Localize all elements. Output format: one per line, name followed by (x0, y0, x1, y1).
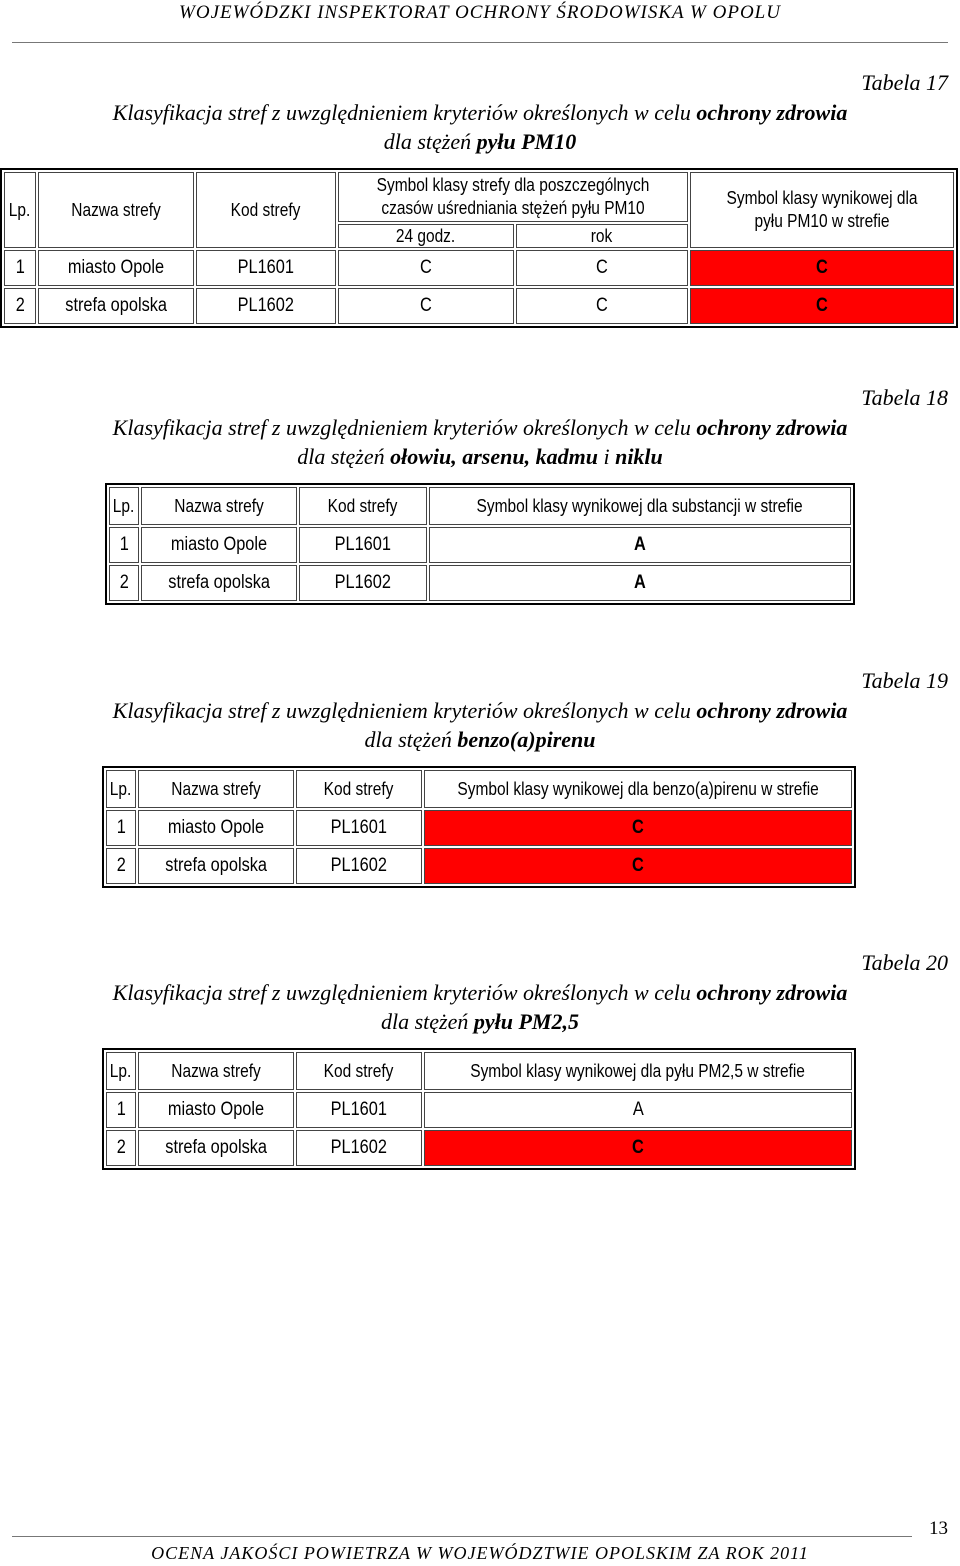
table-row (106, 810, 852, 846)
cell-zone-code: PL1602 (296, 1130, 422, 1166)
header-year: rok (516, 224, 688, 248)
cell-result-symbol: A (424, 1092, 852, 1128)
cell-lp: 2 (4, 288, 36, 324)
cell-lp: 2 (106, 848, 136, 884)
header-result-symbol: Symbol klasy wynikowej dla pyłu PM2,5 w strefie (424, 1052, 852, 1090)
cell-lp: 2 (109, 565, 139, 601)
table-18-label: Tabela 18 (861, 385, 948, 410)
table-row (109, 527, 851, 563)
header-lp: Lp. (4, 172, 36, 248)
table-20-caption: Klasyfikacja stref z uwzględnieniem kryteriów określonych w celu ochrony zdrowia dla stężeń pyłu PM2,5 (112, 980, 848, 1034)
header-lp: Lp. (106, 770, 136, 808)
header-zone-name: Nazwa strefy (141, 487, 297, 525)
header-result-symbol: Symbol klasy wynikowej dla pyłu PM10 w strefie (690, 172, 954, 248)
cell-result-symbol: C (424, 1130, 852, 1166)
cell-year: C (516, 288, 688, 324)
cell-lp: 1 (106, 810, 136, 846)
header-result-symbol: Symbol klasy wynikowej dla benzo(a)pirenu w strefie (424, 770, 852, 808)
table-18 (105, 483, 855, 605)
cell-zone-name: strefa opolska (138, 848, 294, 884)
table-row (106, 1092, 852, 1128)
cell-zone-code: PL1602 (299, 565, 427, 601)
cell-result-symbol: C (424, 848, 852, 884)
header-lp: Lp. (109, 487, 139, 525)
cell-lp: 1 (4, 250, 36, 286)
cell-zone-code: PL1601 (296, 1092, 422, 1128)
header-zone-code: Kod strefy (196, 172, 336, 248)
table-row (4, 250, 954, 286)
table-19-caption: Klasyfikacja stref z uwzględnieniem kryteriów określonych w celu ochrony zdrowia dla stężeń benzo(a)pirenu (112, 698, 848, 752)
table-18-caption: Klasyfikacja stref z uwzględnieniem kryteriów określonych w celu ochrony zdrowia dla stężeń ołowiu, arsenu, kadmu i niklu (112, 415, 848, 469)
cell-zone-code: PL1602 (296, 848, 422, 884)
cell-zone-name: strefa opolska (38, 288, 194, 324)
table-19 (102, 766, 856, 888)
table-row (106, 848, 852, 884)
header-zone-code: Kod strefy (296, 770, 422, 808)
table-19-label: Tabela 19 (861, 668, 948, 693)
header-zone-name: Nazwa strefy (38, 172, 194, 248)
cell-zone-code: PL1602 (196, 288, 336, 324)
cell-24h: C (338, 288, 514, 324)
header-zone-code: Kod strefy (299, 487, 427, 525)
page-number: 13 (929, 1518, 948, 1539)
header-lp: Lp. (106, 1052, 136, 1090)
table-20 (102, 1048, 856, 1170)
cell-result-symbol: C (690, 250, 954, 286)
table-row (4, 288, 954, 324)
table-17-label: Tabela 17 (861, 70, 948, 95)
cell-zone-code: PL1601 (296, 810, 422, 846)
table-row (106, 1130, 852, 1166)
header-rule (12, 42, 948, 43)
header-symbol-group: Symbol klasy strefy dla poszczególnych czasów uśredniania stężeń pyłu PM10 (338, 172, 688, 222)
page-header: WOJEWÓDZKI INSPEKTORAT OCHRONY ŚRODOWISKA W OPOLU (179, 2, 781, 23)
table-row (109, 565, 851, 601)
cell-zone-name: miasto Opole (138, 810, 294, 846)
cell-zone-name: strefa opolska (138, 1130, 294, 1166)
cell-zone-name: miasto Opole (141, 527, 297, 563)
cell-lp: 1 (106, 1092, 136, 1128)
cell-zone-name: strefa opolska (141, 565, 297, 601)
cell-zone-name: miasto Opole (38, 250, 194, 286)
cell-lp: 2 (106, 1130, 136, 1166)
cell-result-symbol: A (429, 527, 851, 563)
footer-rule (12, 1536, 912, 1537)
cell-lp: 1 (109, 527, 139, 563)
table-17-caption: Klasyfikacja stref z uwzględnieniem kryteriów określonych w celu ochrony zdrowia dla stężeń pyłu PM10 (112, 100, 848, 154)
cell-result-symbol: C (690, 288, 954, 324)
header-zone-name: Nazwa strefy (138, 770, 294, 808)
table-20-label: Tabela 20 (861, 950, 948, 975)
cell-zone-name: miasto Opole (138, 1092, 294, 1128)
cell-result-symbol: A (429, 565, 851, 601)
header-24h: 24 godz. (338, 224, 514, 248)
table-17 (0, 168, 958, 328)
header-zone-name: Nazwa strefy (138, 1052, 294, 1090)
cell-result-symbol: C (424, 810, 852, 846)
header-zone-code: Kod strefy (296, 1052, 422, 1090)
cell-24h: C (338, 250, 514, 286)
cell-zone-code: PL1601 (299, 527, 427, 563)
cell-year: C (516, 250, 688, 286)
header-result-symbol: Symbol klasy wynikowej dla substancji w strefie (429, 487, 851, 525)
cell-zone-code: PL1601 (196, 250, 336, 286)
page-footer: OCENA JAKOŚCI POWIETRZA W WOJEWÓDZTWIE OPOLSKIM ZA ROK 2011 (151, 1543, 809, 1563)
